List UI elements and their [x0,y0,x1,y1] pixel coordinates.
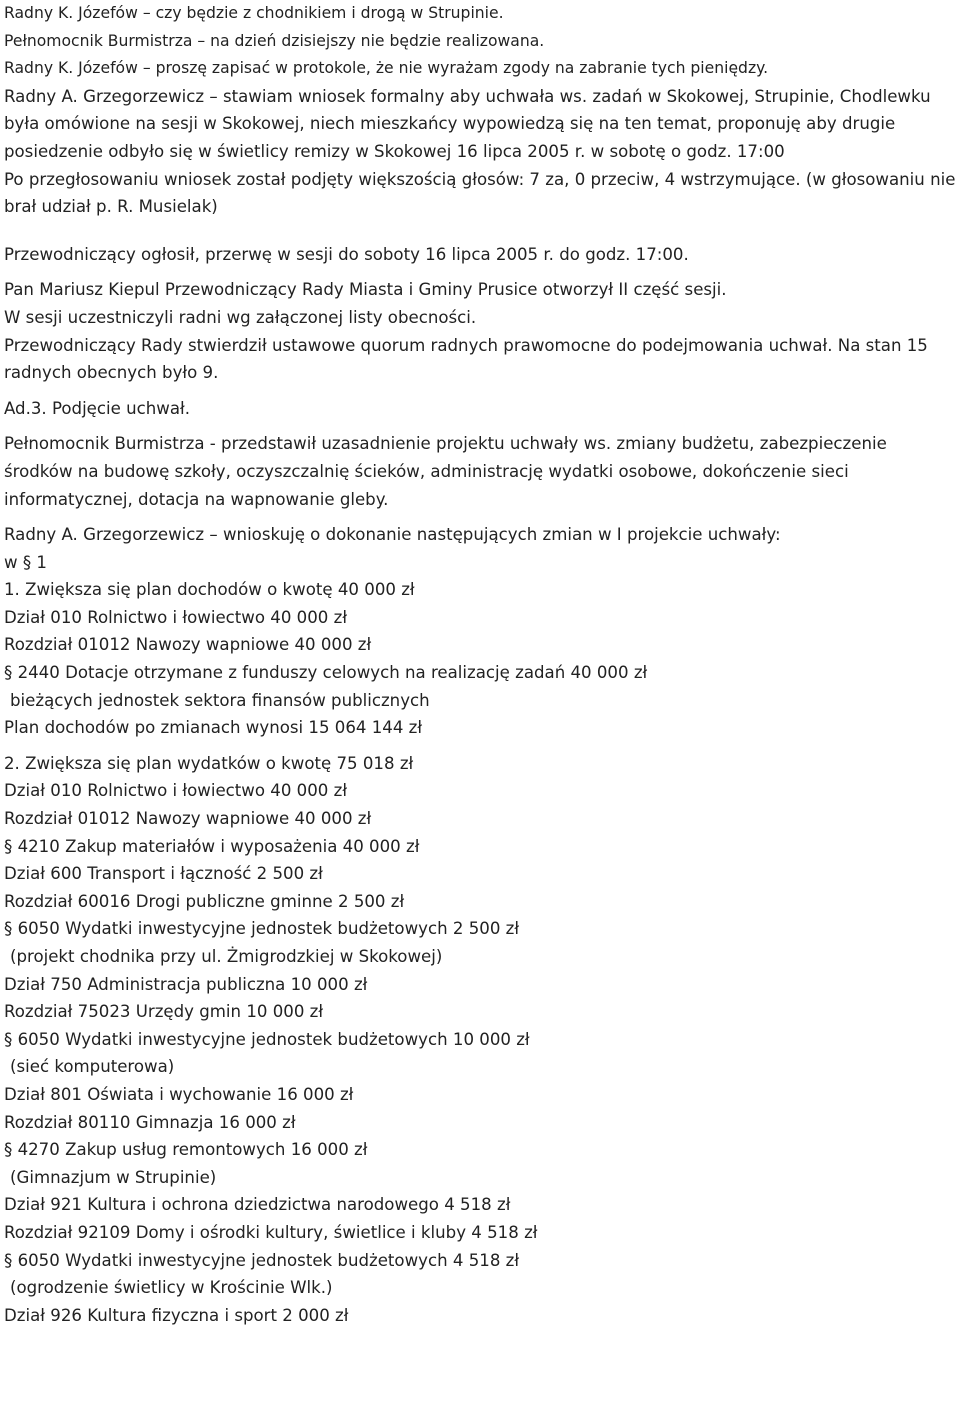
expense-line: § 6050 Wydatki inwestycyjne jednostek budżetowych 4 518 zł [4,1250,520,1270]
expense-line: Rozdział 01012 Nawozy wapniowe 40 000 zł [4,809,372,829]
income-line: Plan dochodów po zmianach wynosi 15 064 144 zł [4,718,423,738]
expense-line: Dział 750 Administracja publiczna 10 000 zł [4,974,368,994]
income-line: § 2440 Dotacje otrzymane z funduszy celowych na realizację zadań 40 000 zł [4,663,648,683]
expense-line: § 6050 Wydatki inwestycyjne jednostek budżetowych 10 000 zł [4,1029,530,1049]
income-line: Rozdział 01012 Nawozy wapniowe 40 000 zł [4,635,372,655]
vote-paragraph: Po przegłosowaniu wniosek został podjęty większością głosów: 7 za, 0 przeciw, 4 wstrzymujące. (w głosowaniu nie brał udział p. R. Musielak) [4,169,956,217]
expense-line: (ogrodzenie świetlicy w Krościnie Wlk.) [10,1278,333,1298]
income-line: 1. Zwiększa się plan dochodów o kwotę 40 000 zł [4,580,415,600]
income-line: bieżących jednostek sektora finansów publicznych [10,690,430,710]
expense-line: § 4210 Zakup materiałów i wyposażenia 40 000 zł [4,836,420,856]
agenda-item: Ad.3. Podjęcie uchwał. [4,398,190,418]
expense-line: Dział 600 Transport i łączność 2 500 zł [4,864,323,884]
expense-line: (sieć komputerowa) [10,1057,175,1077]
proxy-statement: Pełnomocnik Burmistrza - przedstawił uzasadnienie projektu uchwały ws. zmiany budżetu, zabezpieczenie środków na budowę szkoły, oczyszczalnię ścieków, administrację wydatki osobowe, dokończenie sieci informatycznej, dotacja na wapnowanie gleby. [4,434,887,509]
expense-line: § 6050 Wydatki inwestycyjne jednostek budżetowych 2 500 zł [4,919,520,939]
income-line: Dział 010 Rolnictwo i łowiectwo 40 000 zł [4,607,348,627]
session2-line: Pan Mariusz Kiepul Przewodniczący Rady Miasta i Gminy Prusice otworzył II część sesji. [4,280,727,300]
intro-line: Radny K. Józefów – czy będzie z chodnikiem i drogą w Strupinie. [4,4,504,22]
expense-line: 2. Zwiększa się plan wydatków o kwotę 75 018 zł [4,753,414,773]
income-block [4,576,956,742]
expense-line: Rozdział 75023 Urzędy gmin 10 000 zł [4,1002,324,1022]
amendment-header: Radny A. Grzegorzewicz – wnioskuję o dokonanie następujących zmian w I projekcie uchwały: [4,525,781,545]
amendment-section: w § 1 [4,552,47,572]
expense-line: Dział 926 Kultura fizyczna i sport 2 000 zł [4,1305,349,1325]
expense-block [4,750,956,1329]
expense-line: Dział 921 Kultura i ochrona dziedzictwa narodowego 4 518 zł [4,1195,511,1215]
expense-line: (projekt chodnika przy ul. Żmigrodzkiej w Skokowej) [10,947,443,966]
break-announcement: Przewodniczący ogłosił, przerwę w sesji do soboty 16 lipca 2005 r. do godz. 17:00. [4,244,689,264]
expense-line: Rozdział 92109 Domy i ośrodki kultury, świetlice i kluby 4 518 zł [4,1222,538,1242]
session2-line: W sesji uczestniczyli radni wg załączonej listy obecności. [4,307,477,327]
expense-line: Dział 801 Oświata i wychowanie 16 000 zł [4,1084,354,1104]
expense-line: (Gimnazjum w Strupinie) [10,1167,217,1187]
session2-line: Przewodniczący Rady stwierdził ustawowe quorum radnych prawomocne do podejmowania uchwał. Na stan 15 radnych obecnych było 9. [4,335,928,383]
intro-line: Radny K. Józefów – proszę zapisać w protokole, że nie wyrażam zgody na zabranie tych pieniędzy. [4,59,769,78]
motion-paragraph: Radny A. Grzegorzewicz – stawiam wniosek formalny aby uchwała ws. zadań w Skokowej, Strupinie, Chodlewku była omówione na sesji w Skokowej, niech mieszkańcy wypowiedzą się na ten temat, proponuję aby drugie posiedzenie odbyło się w świetlicy remizy w Skokowej 16 lipca 2005 r. w sobotę o godz. 17:00 [4,86,931,161]
expense-line: Rozdział 60016 Drogi publiczne gminne 2 500 zł [4,891,405,911]
expense-line: Rozdział 80110 Gimnazja 16 000 zł [4,1112,296,1132]
intro-line: Pełnomocnik Burmistrza – na dzień dzisiejszy nie będzie realizowana. [4,31,545,50]
expense-line: Dział 010 Rolnictwo i łowiectwo 40 000 zł [4,781,348,801]
expense-line: § 4270 Zakup usług remontowych 16 000 zł [4,1140,368,1160]
